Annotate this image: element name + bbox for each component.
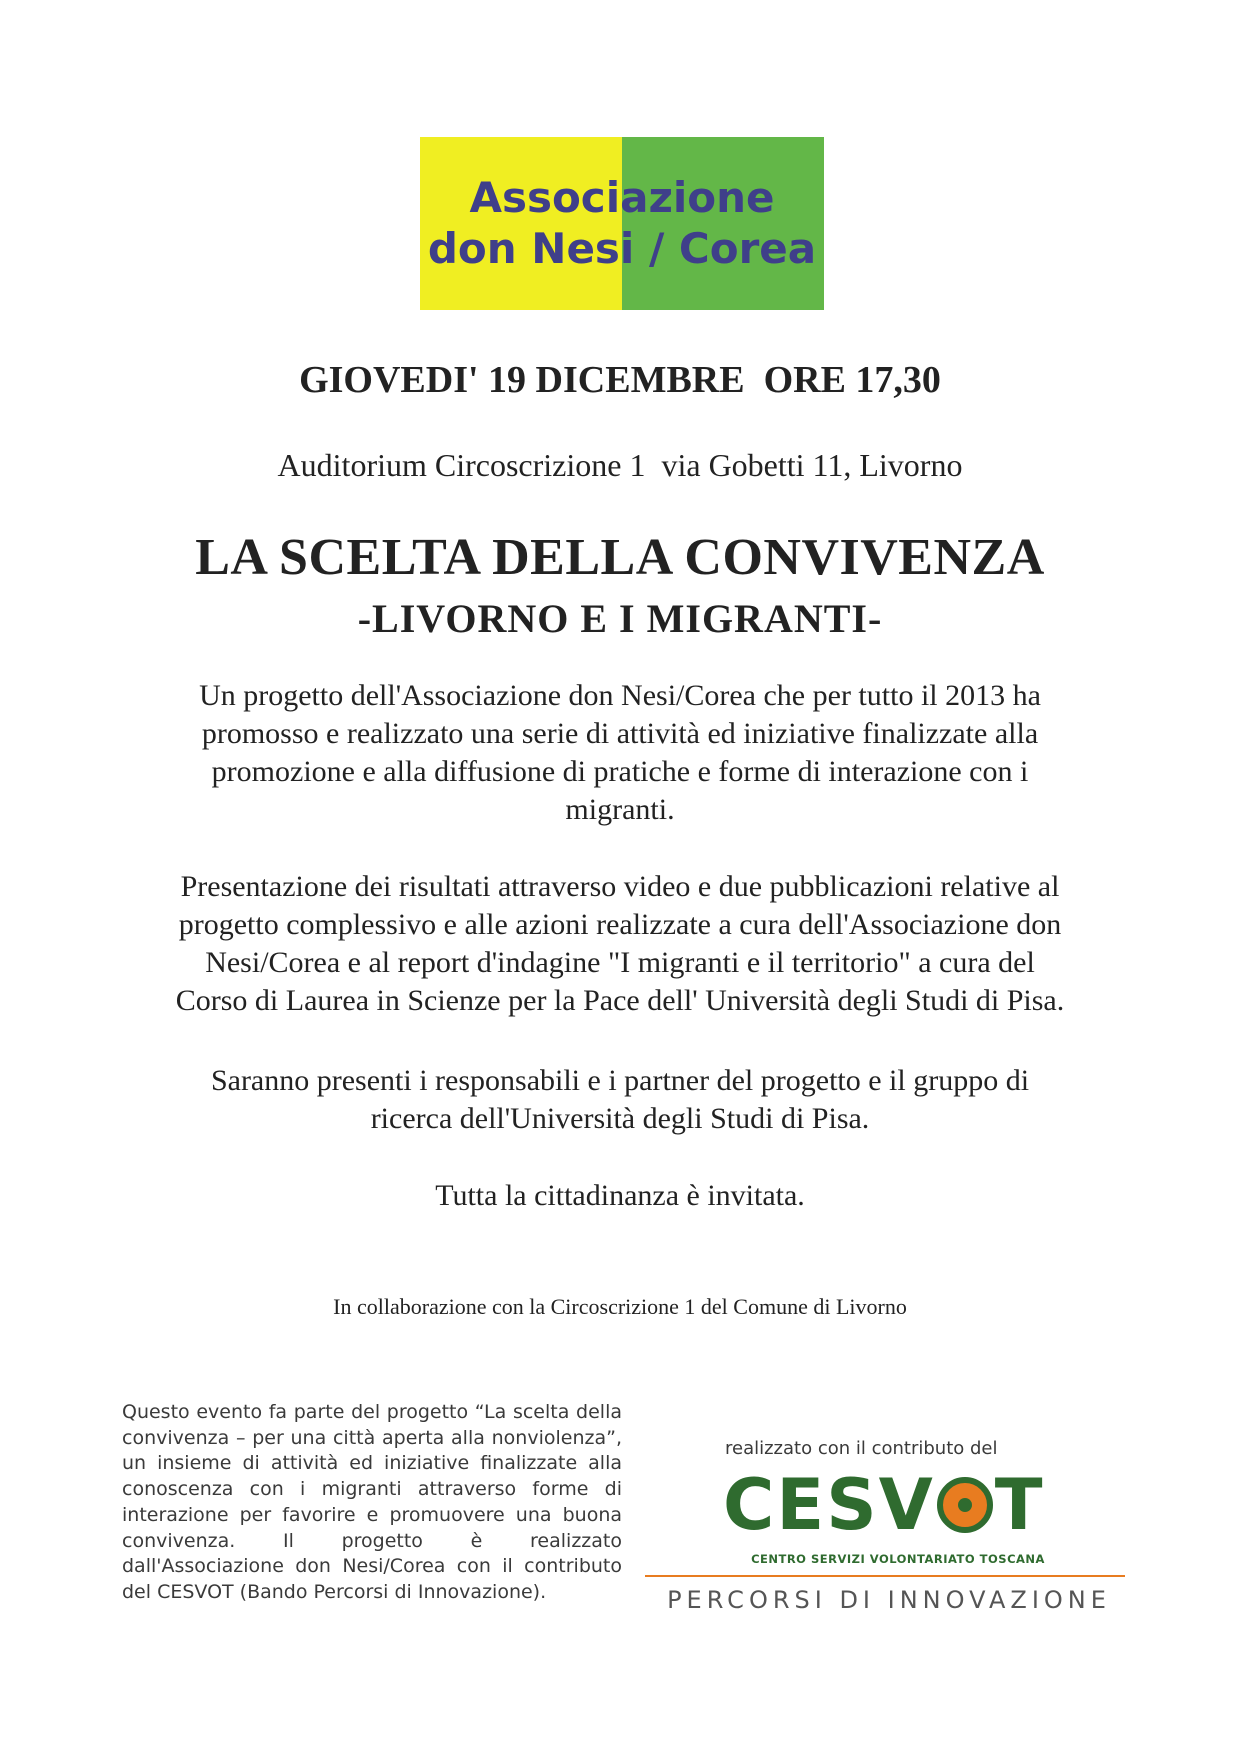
wheel-icon xyxy=(937,1477,993,1533)
paragraph-line: Saranno presenti i responsabili e i partner del progetto e il gruppo di xyxy=(210,1064,1030,1097)
event-venue: Auditorium Circoscrizione 1 via Gobetti 11, Livorno xyxy=(277,447,963,483)
logo-line-2: don Nesi / Corea xyxy=(427,223,817,273)
paragraph-presentation xyxy=(110,868,1130,1020)
paragraph-line: ricerca dell'Università degli Studi di Pisa. xyxy=(370,1102,870,1135)
event-date-time: GIOVEDI' 19 DICEMBRE ORE 17,30 xyxy=(299,359,941,401)
paragraph-line: promozione e alla diffusione di pratiche e forme di interazione con i xyxy=(211,755,1029,788)
divider xyxy=(645,1575,1125,1577)
cesvot-logo-block xyxy=(645,1438,1125,1628)
paragraph-invitation: Tutta la cittadinanza è invitata. xyxy=(435,1179,805,1212)
cesvot-caption: realizzato con il contributo del xyxy=(725,1438,998,1459)
cesvot-logo xyxy=(723,1464,1045,1546)
paragraph-line: Presentazione dei risultati attraverso video e due pubblicazioni relative al xyxy=(180,870,1060,903)
cesvot-logo-text-left: CESV xyxy=(723,1464,935,1546)
collaboration-note: In collaborazione con la Circoscrizione 1 del Comune di Livorno xyxy=(333,1294,907,1319)
project-note: Questo evento fa parte del progetto “La scelta della convivenza – per una città aperta alla nonviolenza”, un insieme di attività ed iniziative finalizzate alla conoscenza con i migranti attraverso forme di interazione per favorire e promuovere una buona convivenza. Il progetto è realizzato dall'Associazione don Nesi/Corea con il contributo del CESVOT (Bando Percorsi di Innovazione). xyxy=(122,1401,622,1603)
logo-line-1: Associazione xyxy=(469,173,775,223)
cesvot-percorsi: PERCORSI DI INNOVAZIONE xyxy=(667,1586,1111,1614)
paragraph-line: progetto complessivo e alle azioni realizzate a cura dell'Associazione don xyxy=(178,908,1062,941)
cesvot-subtitle: CENTRO SERVIZI VOLONTARIATO TOSCANA xyxy=(751,1552,1045,1566)
paragraph-line: Un progetto dell'Associazione don Nesi/Corea che per tutto il 2013 ha xyxy=(199,679,1041,712)
paragraph-line: Nesi/Corea e al report d'indagine "I migranti e il territorio" a cura del xyxy=(205,946,1035,979)
paragraph-line: promosso e realizzato una serie di attività ed iniziative finalizzate alla xyxy=(201,717,1039,750)
logo-text xyxy=(420,137,824,310)
association-logo xyxy=(420,137,824,310)
paragraph-line: Corso di Laurea in Scienze per la Pace dell' Università degli Studi di Pisa. xyxy=(175,984,1065,1017)
page-subtitle: -LIVORNO E I MIGRANTI- xyxy=(357,596,883,641)
page-title: LA SCELTA DELLA CONVIVENZA xyxy=(195,529,1045,586)
cesvot-logo-text-right: T xyxy=(994,1464,1045,1546)
paragraph-participants xyxy=(110,1062,1130,1138)
paragraph-intro xyxy=(110,677,1130,829)
paragraph-line: migranti. xyxy=(565,793,675,826)
